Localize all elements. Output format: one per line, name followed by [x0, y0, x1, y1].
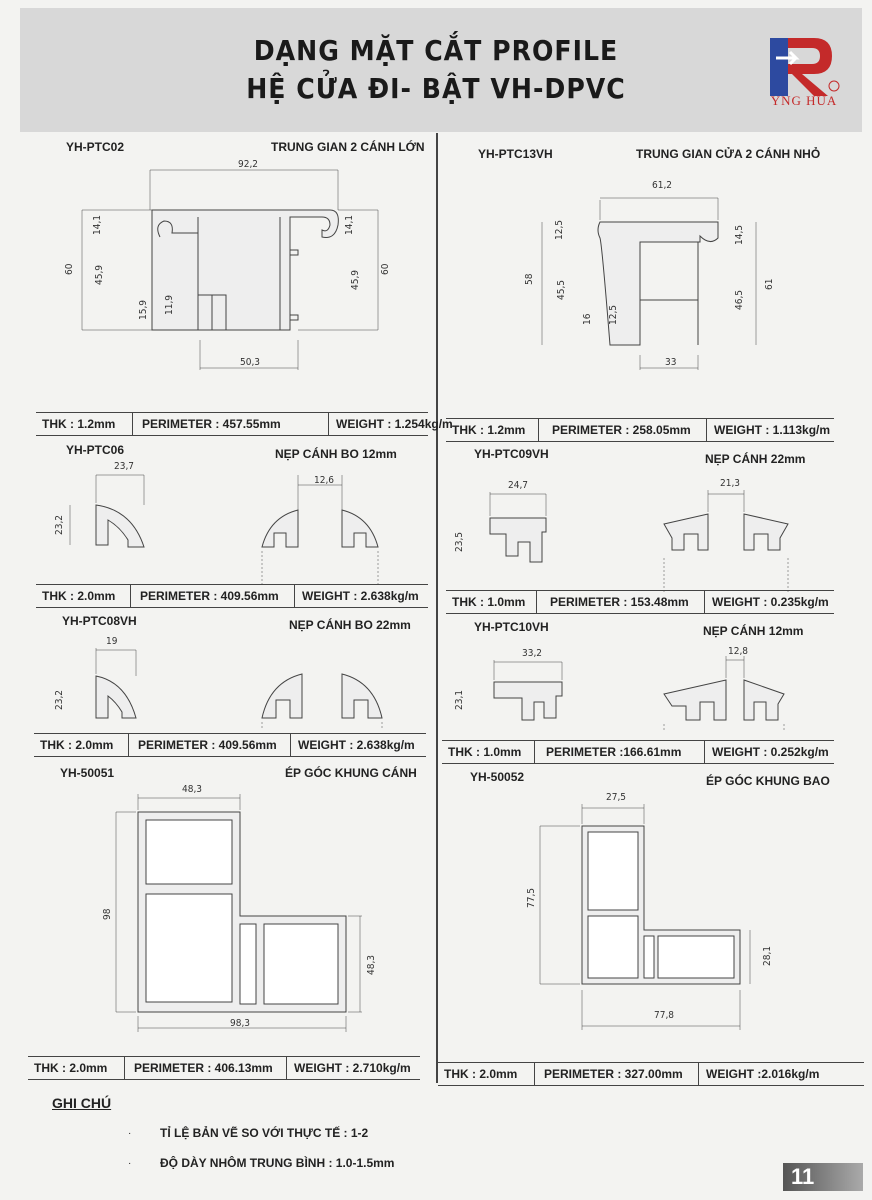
svg-text:14,1: 14,1	[92, 214, 103, 235]
svg-text:45,9: 45,9	[350, 269, 361, 290]
profile-drawing-ptc10vh	[446, 640, 836, 730]
profile-drawing-50051	[90, 780, 410, 1040]
profile-name: TRUNG GIAN CỬA 2 CÁNH NHỎ	[636, 147, 821, 161]
profile-code: YH-PTC06	[66, 443, 125, 457]
svg-text:50,3: 50,3	[240, 357, 261, 368]
svg-text:16: 16	[582, 313, 593, 325]
profile-code: YH-PTC02	[66, 140, 125, 154]
svg-text:11,9: 11,9	[164, 294, 175, 315]
svg-text:58: 58	[524, 273, 535, 285]
svg-text:23,5: 23,5	[454, 531, 465, 552]
dim-label: 92,2	[238, 159, 259, 170]
svg-text:48,3: 48,3	[182, 784, 203, 795]
header-band	[20, 8, 862, 132]
profile-name: NẸP CÁNH BO 12mm	[275, 447, 397, 461]
profile-drawing-ptc02	[60, 155, 400, 375]
center-divider	[436, 133, 438, 1083]
spec-row: THK : 1.2mm PERIMETER : 258.05mm WEIGHT : 1.113kg/m	[446, 418, 834, 442]
svg-text:12,5: 12,5	[554, 219, 565, 240]
profile-drawing-50052	[520, 790, 820, 1040]
svg-text:60: 60	[380, 263, 391, 275]
profile-code: YH-PTC13VH	[478, 147, 553, 161]
profile-drawing-ptc09vh	[446, 472, 836, 592]
note-item: TỈ LỆ BẢN VẼ SO VỚI THỰC TẾ : 1-2	[160, 1126, 369, 1140]
spec-row: THK : 2.0mm PERIMETER : 409.56mm WEIGHT : 2.638kg/m	[34, 733, 426, 757]
svg-text:98: 98	[102, 908, 113, 920]
svg-text:61: 61	[764, 278, 775, 290]
svg-text:33,2: 33,2	[522, 648, 543, 659]
profile-name: NẸP CÁNH BO 22mm	[289, 618, 411, 632]
svg-text:45,9: 45,9	[94, 264, 105, 285]
svg-text:48,3: 48,3	[366, 954, 377, 975]
profile-name: NẸP CÁNH 22mm	[705, 452, 806, 466]
svg-text:24,7: 24,7	[508, 480, 529, 491]
profile-name: NẸP CÁNH 12mm	[703, 624, 804, 638]
svg-text:23,2: 23,2	[54, 689, 65, 710]
profile-code: YH-50051	[60, 766, 115, 780]
svg-text:77,8: 77,8	[654, 1010, 675, 1021]
svg-text:23,1: 23,1	[454, 689, 465, 710]
svg-text:60: 60	[64, 263, 75, 275]
spec-row: THK : 2.0mm PERIMETER : 327.00mm WEIGHT :2.016kg/m	[438, 1062, 864, 1086]
profile-code: YH-PTC10VH	[474, 620, 549, 634]
svg-text:27,5: 27,5	[606, 792, 627, 803]
profile-name: ÉP GÓC KHUNG CÁNH	[285, 766, 417, 780]
svg-text:12,5: 12,5	[608, 304, 619, 325]
svg-text:14,1: 14,1	[344, 214, 355, 235]
svg-text:12,6: 12,6	[314, 475, 335, 486]
profile-drawing-ptc13vh	[520, 170, 800, 380]
spec-row: THK : 1.2mm PERIMETER : 457.55mm WEIGHT : 1.254kg/m	[36, 412, 428, 436]
svg-text:33: 33	[665, 357, 677, 368]
brand-name: YNG HUA	[770, 93, 838, 108]
note-item: ĐỘ DÀY NHÔM TRUNG BÌNH : 1.0-1.5mm	[160, 1156, 395, 1170]
svg-text:21,3: 21,3	[720, 478, 741, 489]
spec-row: THK : 1.0mm PERIMETER :166.61mm WEIGHT : 0.252kg/m	[442, 740, 834, 764]
spec-row: THK : 2.0mm PERIMETER : 409.56mm WEIGHT : 2.638kg/m	[36, 584, 428, 608]
notes-title: GHI CHÚ	[52, 1095, 112, 1111]
svg-text:19: 19	[106, 636, 118, 647]
svg-text:98,3: 98,3	[230, 1018, 251, 1029]
svg-text:45,5: 45,5	[556, 279, 567, 300]
profile-drawing-ptc08vh	[40, 630, 420, 730]
svg-text:15,9: 15,9	[138, 299, 149, 320]
svg-text:46,5: 46,5	[734, 289, 745, 310]
profile-name: TRUNG GIAN 2 CÁNH LỚN	[271, 140, 425, 154]
bullet-icon: ·	[128, 1128, 132, 1139]
svg-text:61,2: 61,2	[652, 180, 673, 191]
spec-row: THK : 1.0mm PERIMETER : 153.48mm WEIGHT : 0.235kg/m	[446, 590, 834, 614]
svg-text:23,7: 23,7	[114, 461, 135, 472]
svg-text:12,8: 12,8	[728, 646, 749, 657]
page-title-line1: DẠNG MẶT CẮT PROFILE	[253, 34, 619, 67]
svg-text:23,2: 23,2	[54, 514, 65, 535]
spec-row: THK : 2.0mm PERIMETER : 406.13mm WEIGHT : 2.710kg/m	[28, 1056, 420, 1080]
profile-code: YH-50052	[470, 770, 525, 784]
svg-text:28,1: 28,1	[762, 945, 773, 966]
page-number: 11	[783, 1163, 863, 1191]
bullet-icon: ·	[128, 1158, 132, 1169]
profile-drawing-ptc06	[40, 455, 420, 585]
page-title-line2: HỆ CỬA ĐI- BẬT VH-DPVC	[246, 72, 626, 105]
svg-text:14,5: 14,5	[734, 224, 745, 245]
profile-code: YH-PTC08VH	[62, 614, 137, 628]
profile-code: YH-PTC09VH	[474, 447, 549, 461]
svg-text:77,5: 77,5	[526, 887, 537, 908]
profile-name: ÉP GÓC KHUNG BAO	[706, 774, 830, 788]
